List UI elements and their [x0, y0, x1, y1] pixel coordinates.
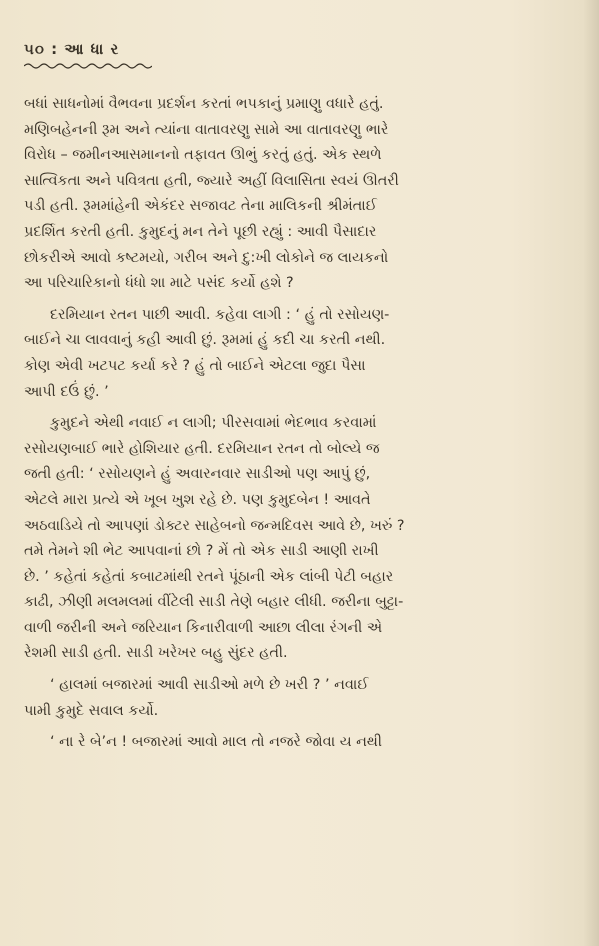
text-line: ‘ ના રે બે’ન ! બજારમાં આવો માલ તો નજરે જોવા ય નથી [50, 734, 382, 751]
header-wavy-rule [24, 62, 152, 70]
paragraph [24, 92, 569, 297]
text-line: આપી દઉં છું. ’ [24, 383, 109, 400]
text-line: વિરોધ – જમીનઆસમાનનો તફાવત ઊભું કરતું હતું. એક સ્થળે [24, 147, 382, 164]
text-line: રસોયણબાઈ ભારે હોશિયાર હતી. દરમિયાન રતન તો બોલ્યે જ [24, 440, 380, 457]
text-line: જતી હતી: ‘ રસોયણને હું અવારનવાર સાડીઓ પણ આપું છું, [24, 466, 371, 483]
text-line: છે. ’ કહેતાં કહેતાં કબાટમાંથી રતને પૂંઠાની એક લાંબી પેટી બહાર [24, 568, 394, 585]
text-line: કોણ એવી ખટપટ કર્યા કરે ? હું તો બાઈને એટલા જુદા પૈસા [24, 357, 366, 374]
paragraph [24, 303, 569, 405]
text-line: રેશમી સાડી હતી. સાડી ખરેખર બહુ સુંદર હતી. [24, 645, 288, 662]
text-line: સાત્વિકતા અને પવિત્રતા હતી, જ્યારે અહીં વિલાસિતા સ્વયં ઊતરી [24, 172, 399, 189]
running-header: ૫૦ : આ ધા ર [24, 40, 120, 58]
text-line: પામી કુમુદે સવાલ કર્યો. [24, 702, 159, 719]
paragraph [24, 411, 569, 667]
text-line: એટલે મારા પ્રત્યે એ ખૂબ ખુશ રહે છે. પણ કુમુદબેન ! આવતે [24, 491, 371, 508]
text-line: બધાં સાધનોમાં વૈભવના પ્રદર્શન કરતાં ભપકાનું પ્રમાણુ વધારે હતું. [24, 96, 384, 112]
text-line: આ પરિચારિકાનો ધંધો શા માટે પસંદ કર્યો હશે ? [24, 275, 294, 292]
paragraph [24, 730, 569, 756]
page-edge-shadow [583, 0, 599, 946]
text-line: દરમિયાન રતન પાછી આવી. કહેવા લાગી : ‘ હું તો રસોયણ- [50, 306, 390, 323]
paragraph [24, 673, 569, 724]
text-line: પ્રદર્શિત કરતી હતી. કુમુદનું મન તેને પૂછી રહ્યું : આવી પૈસાદાર [24, 223, 377, 240]
text-line: તમે તેમને શી ભેટ આપવાનાં છો ? મેં તો એક સાડી આણી રાખી [24, 543, 379, 560]
text-line: મણિબહેનની રૂમ અને ત્યાંના વાતાવરણુ સામે આ વાતાવરણુ ભારે [24, 121, 389, 138]
text-line: છોકરીએ આવો કષ્ટમયો, ગરીબ અને દુ:ખી લોકોને જ લાયકનો [24, 249, 389, 266]
text-line: પડી હતી. રૂમમાંહેની એકંદર સજાવટ તેના માલિકની શ્રીમંતાઈ [24, 198, 377, 215]
text-line: કાઢી, ઝીણી મલમલમાં વીંટેલી સાડી તેણે બહાર લીધી. જરીના બુટ્ટા- [24, 594, 404, 611]
text-line: કુમુદને એથી નવાઈ ન લાગી; પીરસવામાં ભેદભાવ કરવામાં [50, 415, 377, 432]
text-line: બાઈને ચા લાવવાનું કહી આવી છું. રૂમમાં હું કદી ચા કરતી નથી. [24, 332, 386, 349]
body-text [24, 92, 569, 756]
text-line: વાળી જરીની અને જરિયાન કિનારીવાળી આછા લીલા રંગની એ [24, 619, 383, 636]
text-line: અઠવાડિયે તો આપણાં ડોક્ટર સાહેબનો જન્મદિવસ આવે છે, ખરું ? [24, 517, 405, 534]
text-line: ‘ હાલમાં બજારમાં આવી સાડીઓ મળે છે ખરી ? ’ નવાઈ [50, 677, 369, 694]
